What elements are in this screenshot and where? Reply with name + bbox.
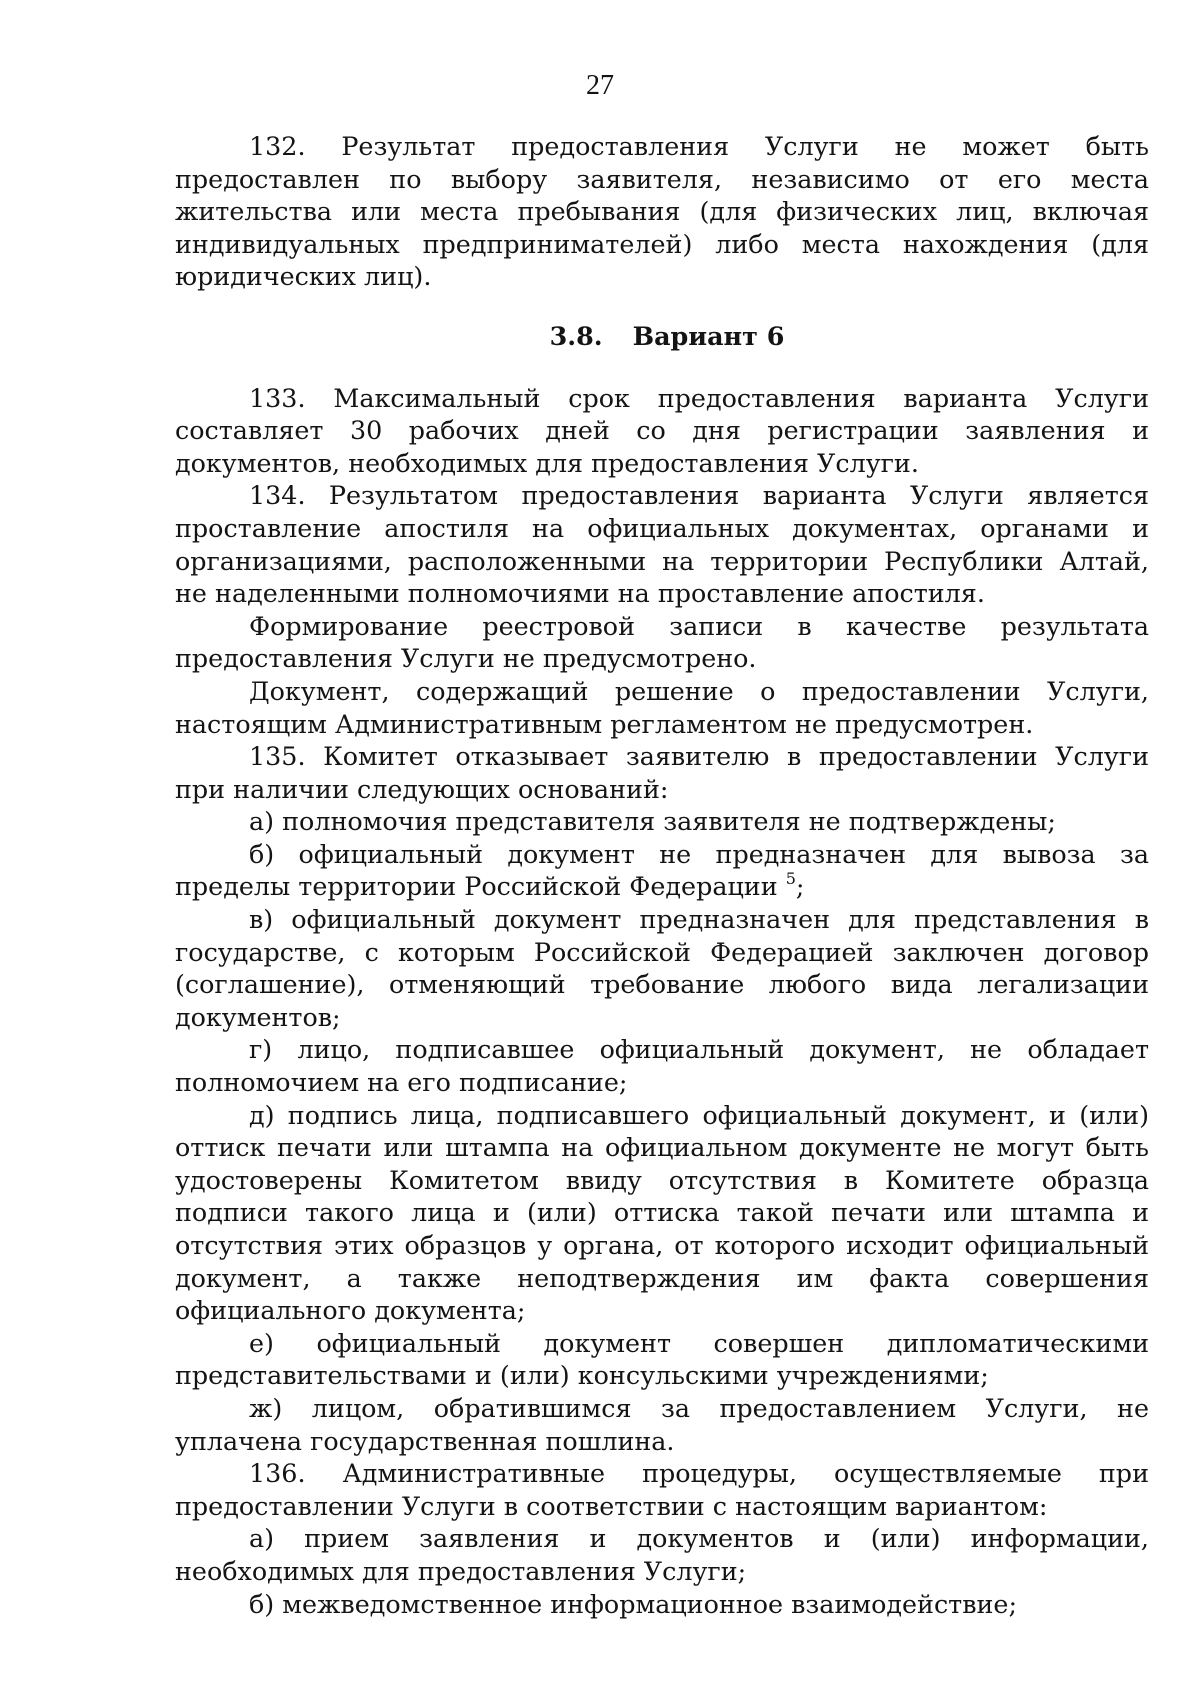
paragraph-136: 136. Административные процедуры, осуществляемые при предоставлении Услуги в соответствии с настоящим вариантом: [175,1458,1149,1521]
paragraph-decision-document: Документ, содержащий решение о предоставлении Услуги, настоящим Административным регламентом не предусмотрен. [175,675,1149,739]
list-item-a-procedure: а) прием заявления и документов и (или) информации, необходимых для предоставления Услуги; [175,1523,1149,1586]
list-item-e-refusal: е) официальный документ совершен дипломатическими представительствами и (или) консульскими учреждениями; [175,1327,1149,1391]
section-number: 3.8. [549,320,603,351]
list-item-v-refusal: в) официальный документ предназначен для представления в государстве, с которым Российской Федерацией заключен договор (соглашение), отменяющий требование любого вида легализации документов; [175,904,1149,1032]
list-item-d-refusal: д) подпись лица, подписавшего официальный документ, и (или) оттиск печати или штампа на официальном документе не могут быть удостоверены Комитетом ввиду отсутствия в Комитете образца подписи такого лица и (или) оттиска такой печати или штампа и отсутствия этих образцов у органа, от которого исходит официальный документ, а также неподтверждения им факта совершения официального документа; [175,1099,1149,1326]
paragraph-135: 135. Комитет отказывает заявителю в предоставлении Услуги при наличии следующих оснований: [175,741,1149,804]
paragraph-133: 133. Максимальный срок предоставления варианта Услуги составляет 30 рабочих дней со дня регистрации заявления и документов, необходимых для предоставления Услуги. [175,382,1149,478]
list-item-b-procedure: б) межведомственное информационное взаимодействие; [249,1588,1018,1619]
document-body [175,130,1149,1620]
list-item-b-text: б) официальный документ не предназначен для вывоза за пределы территории Российской Федерации [175,838,1149,902]
page-number: 27 [586,70,614,101]
list-item-b-tail: ; [795,871,805,902]
list-item-g-refusal: г) лицо, подписавшее официальный документ, не обладает полномочием на его подписание; [175,1034,1149,1098]
list-item-zh-refusal: ж) лицом, обратившимся за предоставлением Услуги, не уплачена государственная пошлина. [175,1392,1149,1456]
list-item-a-refusal: а) полномочия представителя заявителя не подтверждены; [249,806,1056,837]
paragraph-134: 134. Результатом предоставления варианта Услуги является проставление апостиля на официальных документах, органами и организациями, расположенными на территории Республики Алтай, не наделенными полномочиями на проставление апостиля. [175,480,1149,609]
section-title: Вариант 6 [632,320,785,351]
section-heading [175,320,1149,353]
footnote-reference: 5 [785,869,796,889]
paragraph-registry-record: Формирование реестровой записи в качестве результата предоставления Услуги не предусмотрено. [175,610,1149,674]
paragraph-132: 132. Результат предоставления Услуги не может быть предоставлен по выбору заявителя, независимо от его места жительства или места пребывания (для физических лиц, включая индивидуальных предпринимателей) либо места нахождения (для юридических лиц). [175,131,1149,292]
list-item-b-refusal [175,838,1149,903]
